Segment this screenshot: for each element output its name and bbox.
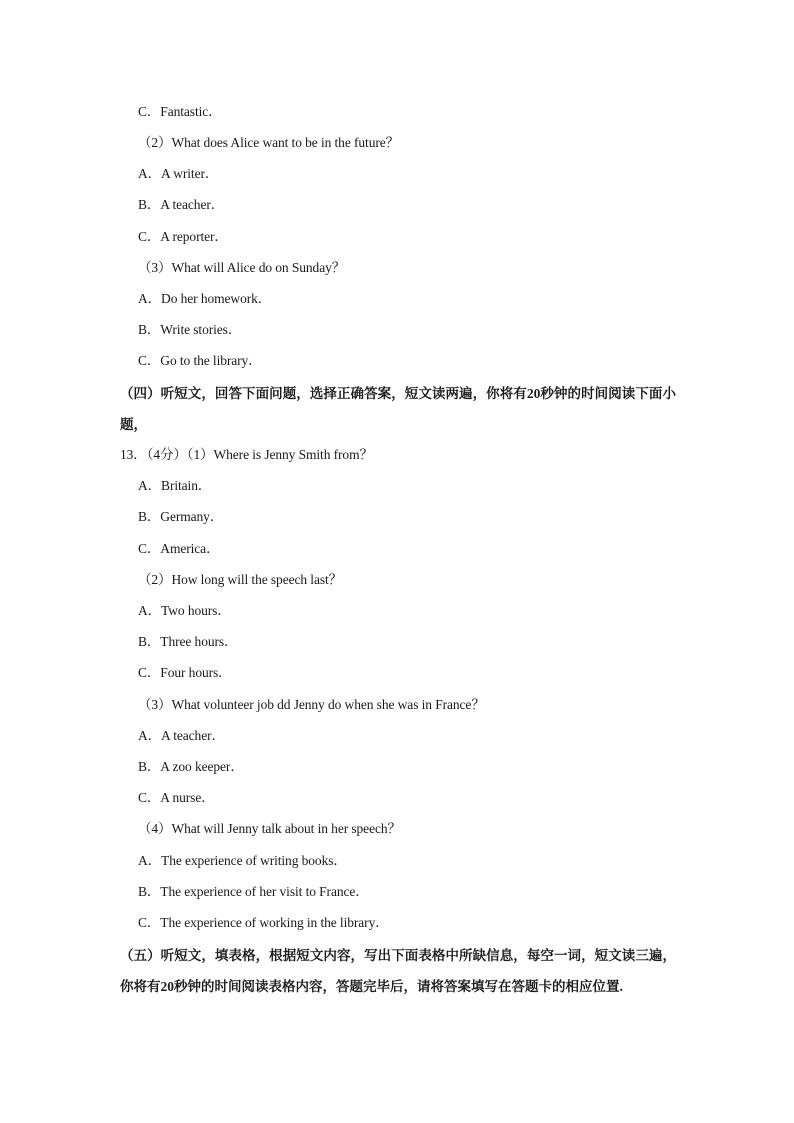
q13-4-option-a: A．The experience of writing books．	[138, 853, 347, 868]
q13-2-question: （2）How long will the speech last？	[138, 572, 343, 587]
question-2-alice-future: （2）What does Alice want to be in the future？	[138, 135, 400, 150]
q13-2-option-b: B．Three hours．	[138, 634, 238, 649]
q13-4-option-b: B．The experience of her visit to France．	[138, 884, 369, 899]
q13-2-option-a: A．Two hours．	[138, 603, 231, 618]
q13-1-option-c: C．America．	[138, 541, 220, 556]
q13-3-option-c: C．A nurse．	[138, 790, 215, 805]
q13-1-option-b: B．Germany．	[138, 509, 224, 524]
option-c-fantastic: C．Fantastic．	[138, 104, 222, 119]
option-a-homework: A．Do her homework．	[138, 291, 272, 306]
q13-4-option-c: C．The experience of working in the library．	[138, 915, 389, 930]
q13-3-question: （3）What volunteer job dd Jenny do when she was in France？	[138, 697, 485, 712]
option-c-reporter: C．A reporter．	[138, 229, 228, 244]
section-5-instructions: （五）听短文，填表格，根据短文内容，写出下面表格中所缺信息，每空一词，短文读三遍，你将有20秒钟的时间阅读表格内容，答题完毕后，请将答案填写在答题卡的相应位置.	[120, 948, 676, 994]
option-b-stories: B．Write stories．	[138, 322, 242, 337]
option-a-writer: A．A writer．	[138, 166, 219, 181]
q13-1-option-a: A．Britain．	[138, 478, 212, 493]
question-13-header: 13．（4分）（1）Where is Jenny Smith from？	[120, 447, 373, 462]
q13-4-question: （4）What will Jenny talk about in her speech？	[138, 821, 401, 836]
question-3-alice-sunday: （3）What will Alice do on Sunday？	[138, 260, 346, 275]
option-c-library: C．Go to the library．	[138, 353, 262, 368]
q13-2-option-c: C．Four hours．	[138, 665, 232, 680]
q13-3-option-b: B．A zoo keeper．	[138, 759, 244, 774]
option-b-teacher: B．A teacher．	[138, 197, 225, 212]
section-4-instructions: （四）听短文，回答下面问题，选择正确答案，短文读两遍，你将有20秒钟的时间阅读下面小题，	[120, 386, 676, 432]
q13-3-option-a: A．A teacher．	[138, 728, 225, 743]
